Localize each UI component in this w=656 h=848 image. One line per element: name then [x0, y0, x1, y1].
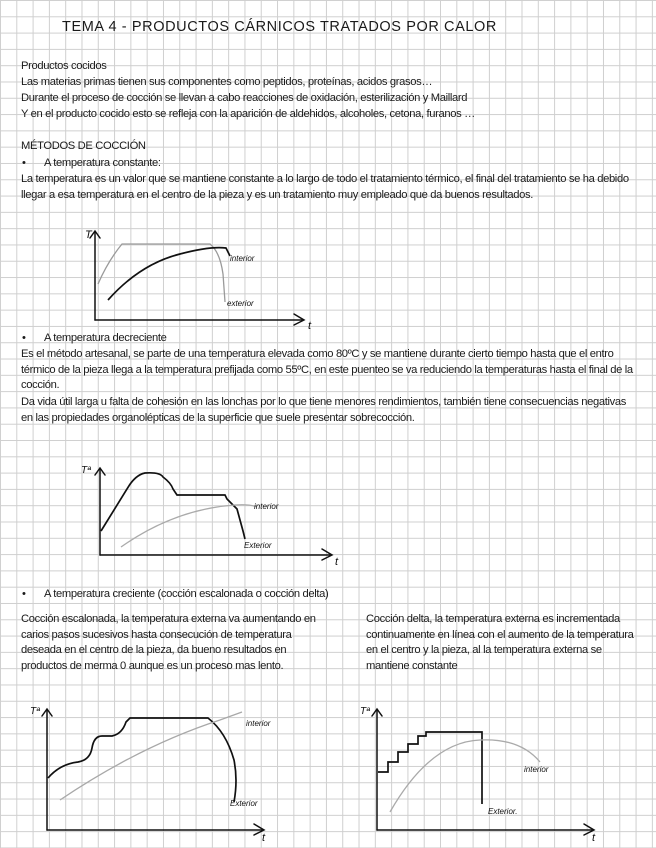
- curve-label-interior: interior: [524, 765, 549, 774]
- stepped-description: Cocción escalonada, la temperatura externa va aumentando en carios pasos sucesivos hasta consecución de temperatura deseada en el centro de la pieza, da bueno resultados en productos de merma 0 aunque es un proceso mas lento.: [21, 613, 316, 673]
- axis-label-x: t: [592, 832, 596, 844]
- intro-heading: Productos cocidos: [21, 60, 107, 72]
- graph-decreasing: [81, 459, 355, 577]
- page-title: TEMA 4 - PRODUCTOS CÁRNICOS TRATADOS POR CALOR: [62, 19, 498, 35]
- axis-label-y: Tª: [30, 706, 40, 717]
- graph-stepped: [30, 702, 275, 842]
- bullet-constant: [22, 156, 161, 172]
- exterior-curve: [98, 244, 225, 302]
- constant-description: La temperatura es un valor que se mantiene constante a lo largo de todo el tratamiento térmico, el final del tratamiento se ha debido llegar a esa temperatura en el centro de la pieza y es un tratamiento muy empleado que da buenos resultados.: [21, 173, 629, 201]
- curve-label-interior: interior: [254, 502, 279, 511]
- bullet-dot: •: [22, 157, 26, 169]
- curve-label-exterior: Exterior: [244, 541, 272, 550]
- graph-constant: [80, 226, 320, 338]
- methods-heading: MÉTODOS DE COCCIÓN: [21, 140, 146, 152]
- delta-description: Cocción delta, la temperatura externa es incrementada continuamente en línea con el aumento de la temperatura en el centro y la pieza, al la temperatura externa se mantiene constante: [366, 613, 634, 673]
- intro-line: Y en el producto cocido esto se refleja con la aparición de aldehidos, alcoholes, cetona, furanos …: [21, 108, 475, 120]
- bullet-label: A temperatura creciente (cocción escalonada o cocción delta): [44, 588, 329, 600]
- decreasing-description: Es el método artesanal, se parte de una temperatura elevada como 80ºC y se mantiene durante cierto tiempo hasta que el entro térmico de la pieza llega a la temperatura prefijada como 55ºC, en este puenteo se va reduciendo la temperaturas hasta el final de la cocción.: [21, 348, 633, 392]
- axis-label-y: T: [85, 229, 92, 241]
- axis-label-x: t: [335, 556, 339, 568]
- axis-label-y: Tª: [81, 465, 91, 476]
- axis-label-y: Tª: [360, 706, 370, 717]
- curve-label-interior: interior: [246, 719, 271, 728]
- curve-label-exterior: exterior: [227, 299, 254, 308]
- curve-label-exterior: Exterior.: [488, 807, 518, 816]
- bullet-label: A temperatura decreciente: [44, 332, 167, 344]
- interior-curve: [390, 740, 540, 812]
- exterior-curve: [378, 732, 482, 804]
- curve-label-interior: interior: [230, 254, 255, 263]
- bullet-decreasing: [22, 331, 167, 347]
- bullet-label: A temperatura constante:: [44, 157, 161, 169]
- curve-label-exterior: Exterior: [230, 799, 258, 808]
- bullet-increasing: [22, 587, 329, 603]
- decreasing-consequences: Da vida útil larga u falta de cohesión en las lonchas por lo que tiene menores rendimientos, también tiene consecuencias negativas en las propiedades organolépticas de la superficie que suele presentar sobrecocción.: [21, 396, 627, 424]
- graph-delta: [360, 702, 610, 842]
- interior-curve: [108, 248, 230, 300]
- intro-line: Las materias primas tienen sus componentes como peptidos, proteínas, acidos grasos…: [21, 76, 433, 88]
- intro-line: Durante el proceso de cocción se llevan a cabo reacciones de oxidación, esterilización y Maillard: [21, 92, 468, 104]
- bullet-dot: •: [22, 588, 26, 600]
- axis-label-x: t: [262, 832, 266, 844]
- bullet-dot: •: [22, 332, 26, 344]
- axis-label-x: t: [308, 320, 312, 332]
- interior-curve: [121, 505, 257, 547]
